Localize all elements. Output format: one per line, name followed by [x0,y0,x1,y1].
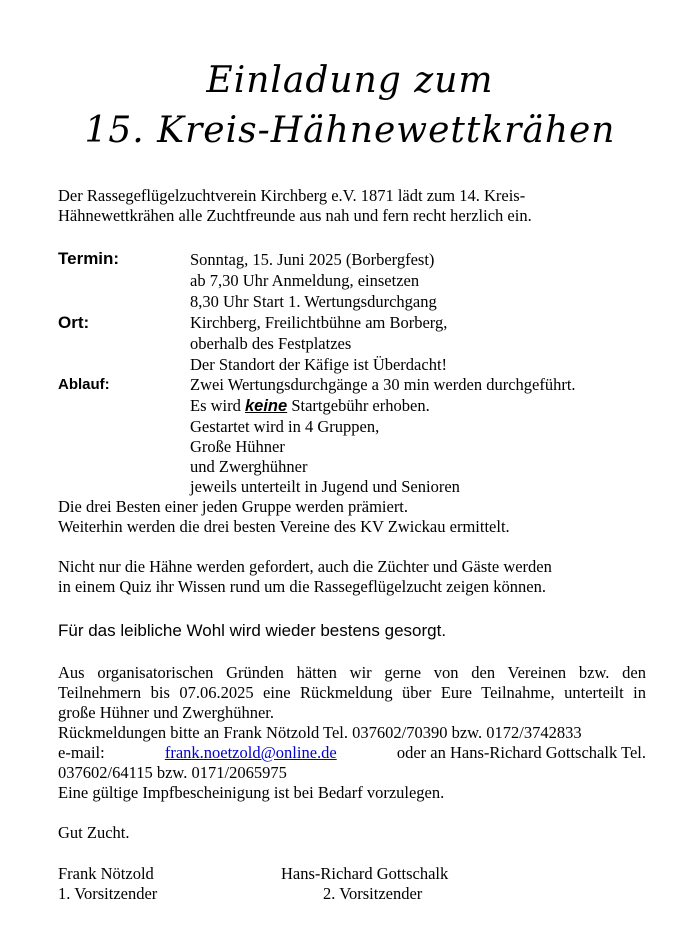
email-label: e-mail: [58,743,105,762]
ort-label: Ort: [58,313,90,332]
signature-right-name: Hans-Richard Gottschalk [281,864,449,883]
termin-line-3: 8,30 Uhr Start 1. Wertungsdurchgang [190,292,437,311]
ablauf-label: Ablauf: [58,376,110,393]
ablauf-line-1: Zwei Wertungsdurchgänge a 30 min werden durchgeführt. [190,375,576,394]
registration-line-1: Aus organisatorischen Gründen hätten wir gerne von den Vereinen bzw. den [58,663,646,682]
ablauf-line-5: und Zwerghühner [190,457,308,476]
ort-line-1: Kirchberg, Freilichtbühne am Borberg, [190,313,448,332]
termin-line-2: ab 7,30 Uhr Anmeldung, einsetzen [190,271,420,290]
intro-line-2: Hähnewettkrähen alle Zuchtfreunde aus nah und fern recht herzlich ein. [58,206,532,225]
prizes-line-2: Weiterhin werden die drei besten Vereine des KV Zwickau ermittelt. [58,517,510,536]
signature-left-name: Frank Nötzold [58,864,154,883]
registration-line-6: 037602/64115 bzw. 0171/2065975 [58,763,287,782]
closing: Gut Zucht. [58,823,130,842]
catering-note: Für das leibliche Wohl wird wieder bestens gesorgt. [58,621,447,640]
registration-line-3: große Hühner und Zwerghühner. [58,703,274,722]
keine-emphasis: keine [245,397,288,415]
prizes-line-1: Die drei Besten einer jeden Gruppe werden prämiert. [58,497,409,516]
email-row-after: oder an Hans-Richard Gottschalk Tel. [396,743,646,762]
ablauf-line-2 [190,396,430,416]
registration-line-2: Teilnehmern bis 07.06.2025 eine Rückmeldung über Eure Teilnahme, unterteilt in [58,683,646,702]
ablauf-line-6: jeweils unterteilt in Jugend und Senioren [190,477,460,496]
quiz-line-2: in einem Quiz ihr Wissen rund um die Rassegeflügelzucht zeigen können. [58,577,546,596]
title-line-1: Einladung zum [206,60,494,101]
ablauf-line-2-before: Es wird [190,396,245,415]
termin-line-1: Sonntag, 15. Juni 2025 (Borbergfest) [190,250,435,269]
signature-right-role: 2. Vorsitzender [323,884,423,903]
quiz-line-1: Nicht nur die Hähne werden gefordert, auch die Züchter und Gäste werden [58,557,552,576]
ort-line-3: Der Standort der Käfige ist Überdacht! [190,355,448,374]
registration-line-7: Eine gültige Impfbescheinigung ist bei Bedarf vorzulegen. [58,783,445,802]
ablauf-line-4: Große Hühner [190,437,285,456]
termin-label: Termin: [58,249,120,268]
ablauf-line-2-after: Startgebühr erhoben. [287,396,430,415]
email-row [58,743,646,763]
intro-line-1: Der Rassegeflügelzuchtverein Kirchberg e.V. 1871 lädt zum 14. Kreis- [58,186,526,205]
title-line-2: 15. Kreis-Hähnewettkrähen [84,110,616,151]
signature-left-role: 1. Vorsitzender [58,884,158,903]
email-link[interactable]: frank.noetzold@online.de [164,743,337,762]
registration-line-4: Rückmeldungen bitte an Frank Nötzold Tel. 037602/70390 bzw. 0172/3742833 [58,723,582,742]
ort-line-2: oberhalb des Festplatzes [190,334,352,353]
ablauf-line-3: Gestartet wird in 4 Gruppen, [190,417,380,436]
